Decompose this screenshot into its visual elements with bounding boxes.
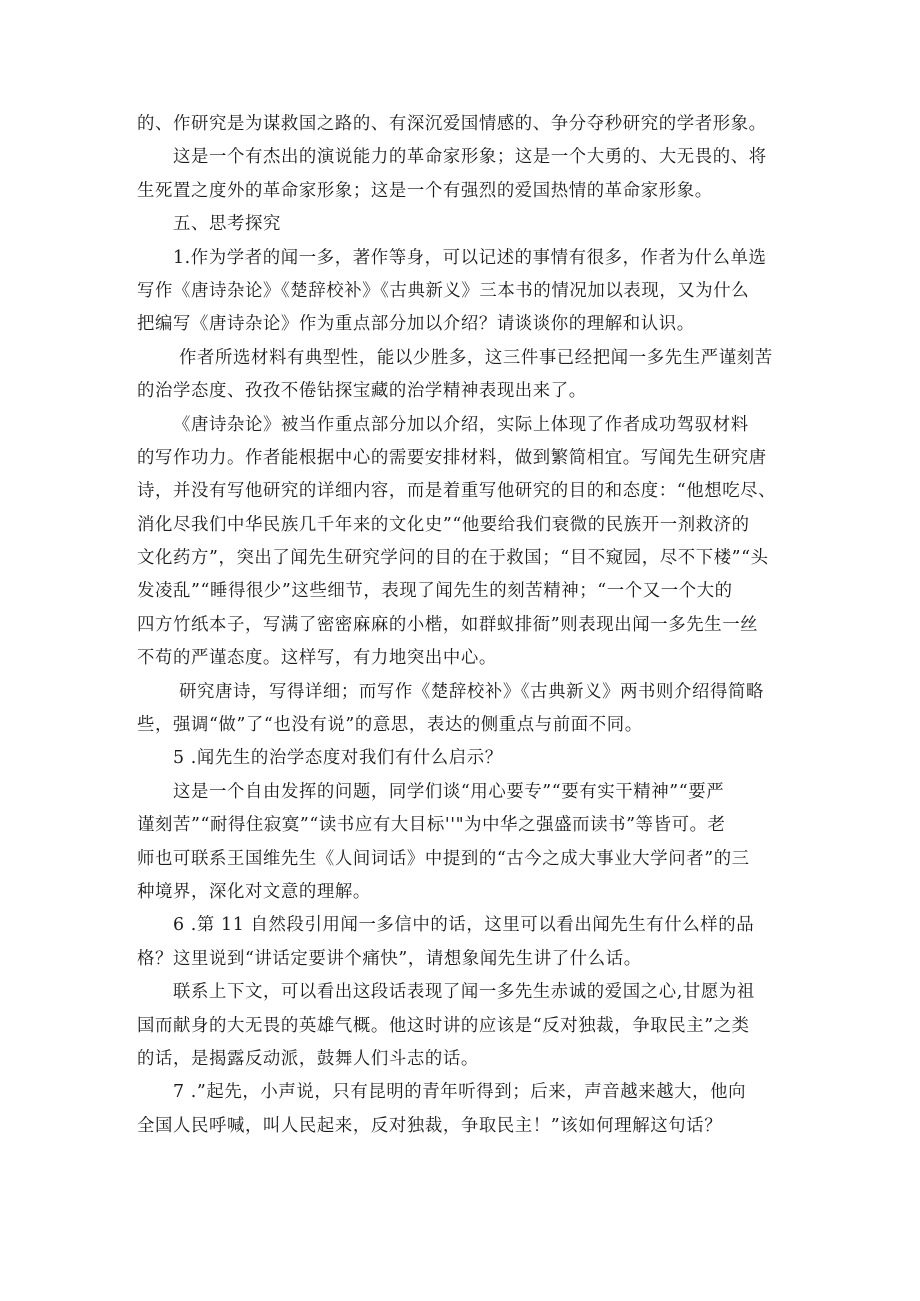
text-line: 1.作为学者的闻一多，著作等身，可以记述的事情有很多，作者为什么单选 [173,247,767,268]
text-line: 联系上下文，可以看出这段话表现了闻一多先生赤诚的爱国之心,甘愿为祖 [173,982,755,1003]
text-line: 诗，并没有写他研究的详细内容，而是着重写他研究的目的和态度：“他想吃尽、 [137,481,777,502]
text-line: 的写作功力。作者能根据中心的需要安排材料，做到繁简相宜。写闻先生研究唐 [137,447,767,468]
text-line: 国而献身的大无畏的英雄气概。他这时讲的应该是“反对独裁，争取民主”之类 [137,1015,750,1036]
text-line: 的、作研究是为谋救国之路的、有深沉爱国情感的、争分夺秒研究的学者形象。 [137,114,767,134]
text-line: 师也可联系王国维先生《人间词话》中提到的“古今之成大事业大学问者”的三 [137,848,750,869]
text-line: 5 .闻先生的治学态度对我们有什么启示？ [173,748,503,769]
question [137,742,789,775]
paragraph [137,976,789,1076]
text-line: 种境界，深化对文意的理解。 [137,881,371,902]
paragraph [137,108,789,141]
text-line: 五、思考探究 [173,214,281,235]
paragraph [137,676,789,743]
text-line: 些，强调“做”了“也没有说”的意思，表达的侧重点与前面不同。 [137,715,643,736]
text-line: 全国人民呼喊，叫人民起来，反对独裁，争取民主！”该如何理解这句话？ [137,1115,723,1136]
text-line: 谨刻苦”“耐得住寂寞”“读书应有大目标''"为中华之强盛而读书”等皆可。老 [137,815,726,836]
text-line: 发凌乱”“睡得很少”这些细节，表现了闻先生的刻苦精神；“一个又一个大的 [137,581,733,602]
question [137,909,789,976]
question [137,242,789,342]
text-line: 的话，是揭露反动派，鼓舞人们斗志的话。 [137,1048,479,1069]
text-line: 7 .”起先，小声说，只有昆明的青年听得到；后来，声音越来越大，他向 [173,1082,747,1103]
document-page [137,108,789,1143]
text-line: 文化药方”，突出了闻先生研究学问的目的在于救国；“目不窥园，尽不下楼”“头 [137,548,769,569]
text-line: 作者所选材料有典型性，能以少胜多，这三件事已经把闻一多先生严谨刻苦 [179,347,773,368]
question [137,1076,789,1143]
paragraph [137,141,789,208]
text-line: 的治学态度、孜孜不倦钻探宝藏的治学精神表现出来了。 [137,381,587,402]
text-line: 格？这里说到“讲话定要讲个痛快”，请想象闻先生讲了什么话。 [137,948,642,969]
text-line: 研究唐诗，写得详细；而写作《楚辞校补》《古典新义》两书则介绍得简略 [179,681,764,702]
text-line: 《唐诗杂论》被当作重点部分加以介绍，实际上体现了作者成功驾驭材料 [173,414,749,435]
paragraph [137,776,789,910]
text-line: 写作《唐诗杂论》《楚辞校补》《古典新义》三本书的情况加以表现，又为什么 [137,280,750,301]
paragraph [137,342,789,409]
text-line: 这是一个有杰出的演说能力的革命家形象；这是一个大勇的、大无畏的、将 [173,147,767,168]
text-line: 生死置之度外的革命家形象；这是一个有强烈的爱国热情的革命家形象。 [137,180,713,201]
paragraph [137,409,789,676]
text-line: 四方竹纸本子，写满了密密麻麻的小楷，如群蚁排衙”则表现出闻一多先生一丝 [137,614,759,635]
text-line: 这是一个自由发挥的问题，同学们谈“用心要专”“要有实干精神”“要严 [173,781,725,802]
text-line: 把编写《唐诗杂论》作为重点部分加以介绍？请谈谈你的理解和认识。 [137,314,695,335]
text-line: 6 .第 11 自然段引用闻一多信中的话，这里可以看出闻先生有什么样的品 [173,915,755,936]
text-line: 消化尽我们中华民族几千年来的文化史”“他要给我们衰微的民族开一剂救济的 [137,514,750,535]
section-heading [137,208,789,241]
text-line: 不苟的严谨态度。这样写，有力地突出中心。 [137,648,497,669]
